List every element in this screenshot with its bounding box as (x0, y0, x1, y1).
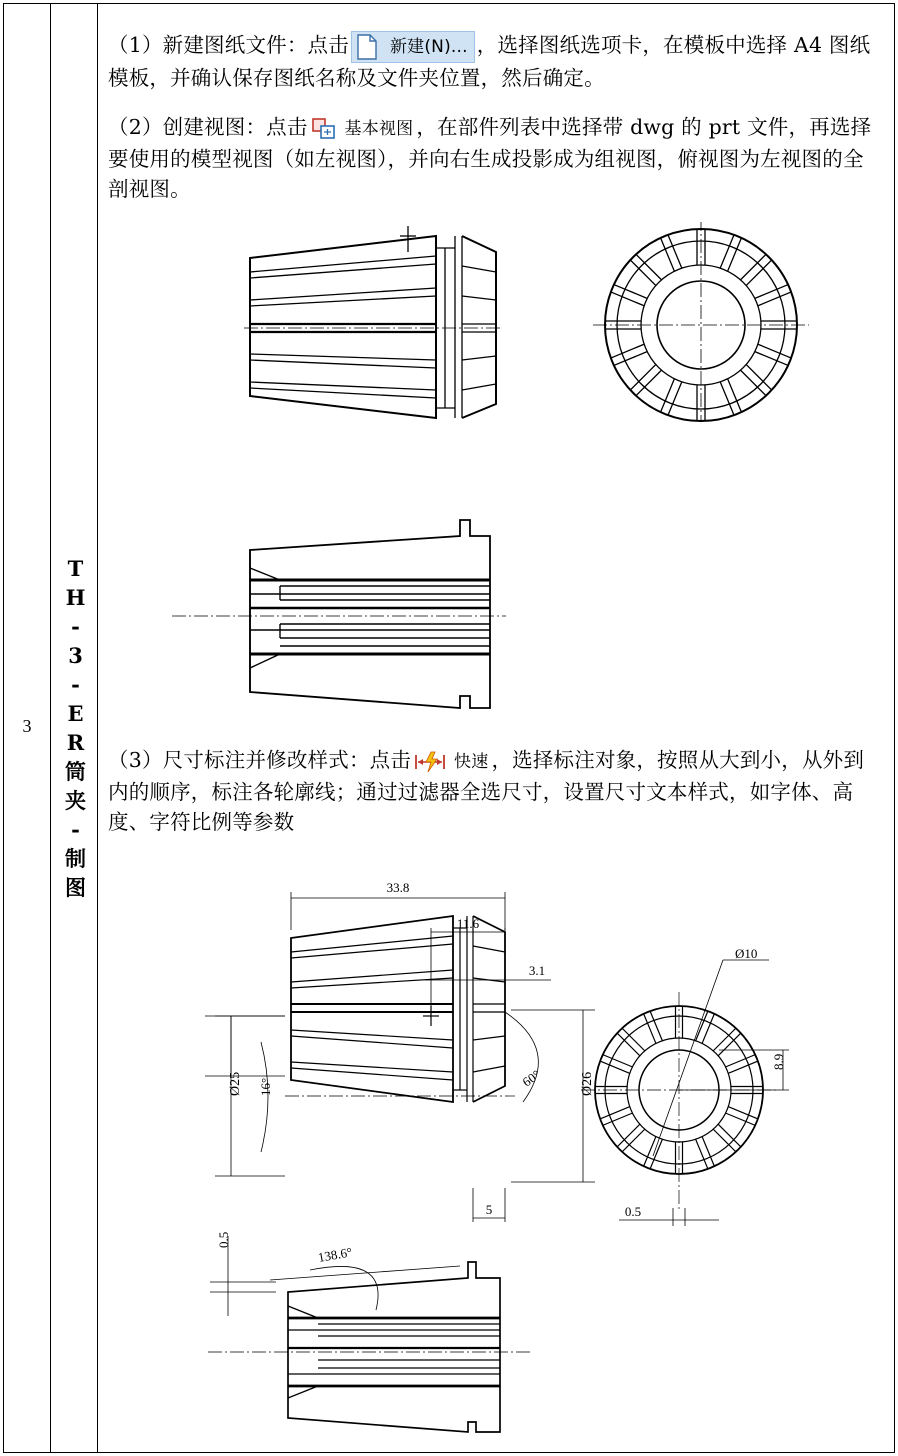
dim-dia-26: Ø26 (580, 1071, 595, 1096)
title-char: T (67, 556, 84, 581)
new-file-label: 新建(N)... (389, 36, 468, 57)
title-char: R (66, 730, 85, 755)
dim-8-9: 8.9 (771, 1053, 786, 1070)
step-2-prefix: （2）创建视图：点击 (108, 115, 308, 139)
dim-overall-length: 33.8 (386, 880, 410, 895)
title-char: 图 (65, 875, 86, 900)
collet-section-view-drawing (170, 512, 510, 714)
dim-5: 5 (485, 1202, 493, 1217)
step-3-prefix: （3）尺寸标注并修改样式：点击 (108, 748, 412, 772)
step-1-prefix: （1）新建图纸文件：点击 (108, 33, 349, 57)
new-file-icon (356, 34, 378, 60)
dimensioned-section-view-drawing (200, 1226, 530, 1448)
title-char: - (71, 614, 80, 639)
step-3-suffix: ，选择标注对象，按照从大到小，从外到内的顺序，标注各轮廓线；通过过滤器全选尺寸，设置尺寸文本样式，如字体、高度、字符比例等参数 (108, 748, 865, 834)
step-2-suffix: ，在部件列表中选择带 dwg 的 prt 文件，再选择要使用的模型视图（如左视图），并向右生成投影成为组视图，俯视图为左视图的全剖视图。 (108, 115, 872, 201)
dim-angle-138-6: 138.6° (316, 1244, 354, 1265)
column-divider (50, 4, 51, 1452)
quick-dimension-label: 快速 (454, 751, 489, 772)
base-view-label: 基本视图 (344, 118, 414, 139)
dim-dia-25: Ø25 (228, 1071, 243, 1096)
title-char: H (65, 585, 86, 610)
dim-angle-16: 16° (258, 1077, 273, 1096)
collet-front-view-drawing (240, 222, 820, 422)
quick-dimension-button[interactable] (414, 747, 488, 777)
dim-11-6: 11.6 (456, 916, 480, 931)
dimensioned-front-view-drawing (205, 870, 815, 1232)
title-char: - (71, 672, 80, 697)
step-1-suffix: ，选择图纸选项卡，在模板中选择 A4 图纸模板，并确认保存图纸名称及文件夹位置，然后确定。 (108, 33, 871, 90)
title-char: E (67, 701, 84, 726)
title-char: 夹 (65, 788, 86, 813)
title-char: 制 (65, 846, 86, 871)
step-3-text (108, 745, 883, 837)
title-char: 筒 (65, 759, 86, 784)
row-number: 3 (22, 716, 32, 736)
dim-vert-0-5: 0.5 (216, 1231, 231, 1248)
base-view-icon (311, 117, 337, 141)
dim-0-5: 0.5 (624, 1204, 642, 1219)
step-1-text (108, 30, 883, 93)
step-2-text (108, 112, 883, 204)
dim-angle-60: 60° (519, 1066, 544, 1090)
row-title (52, 554, 99, 902)
new-file-button[interactable] (351, 31, 475, 63)
dim-dia-10: Ø10 (735, 946, 758, 961)
title-char: - (71, 817, 80, 842)
title-char: 3 (68, 643, 83, 668)
quick-dimension-icon (414, 751, 446, 773)
dim-3-1: 3.1 (528, 963, 546, 978)
base-view-button[interactable] (311, 114, 414, 144)
